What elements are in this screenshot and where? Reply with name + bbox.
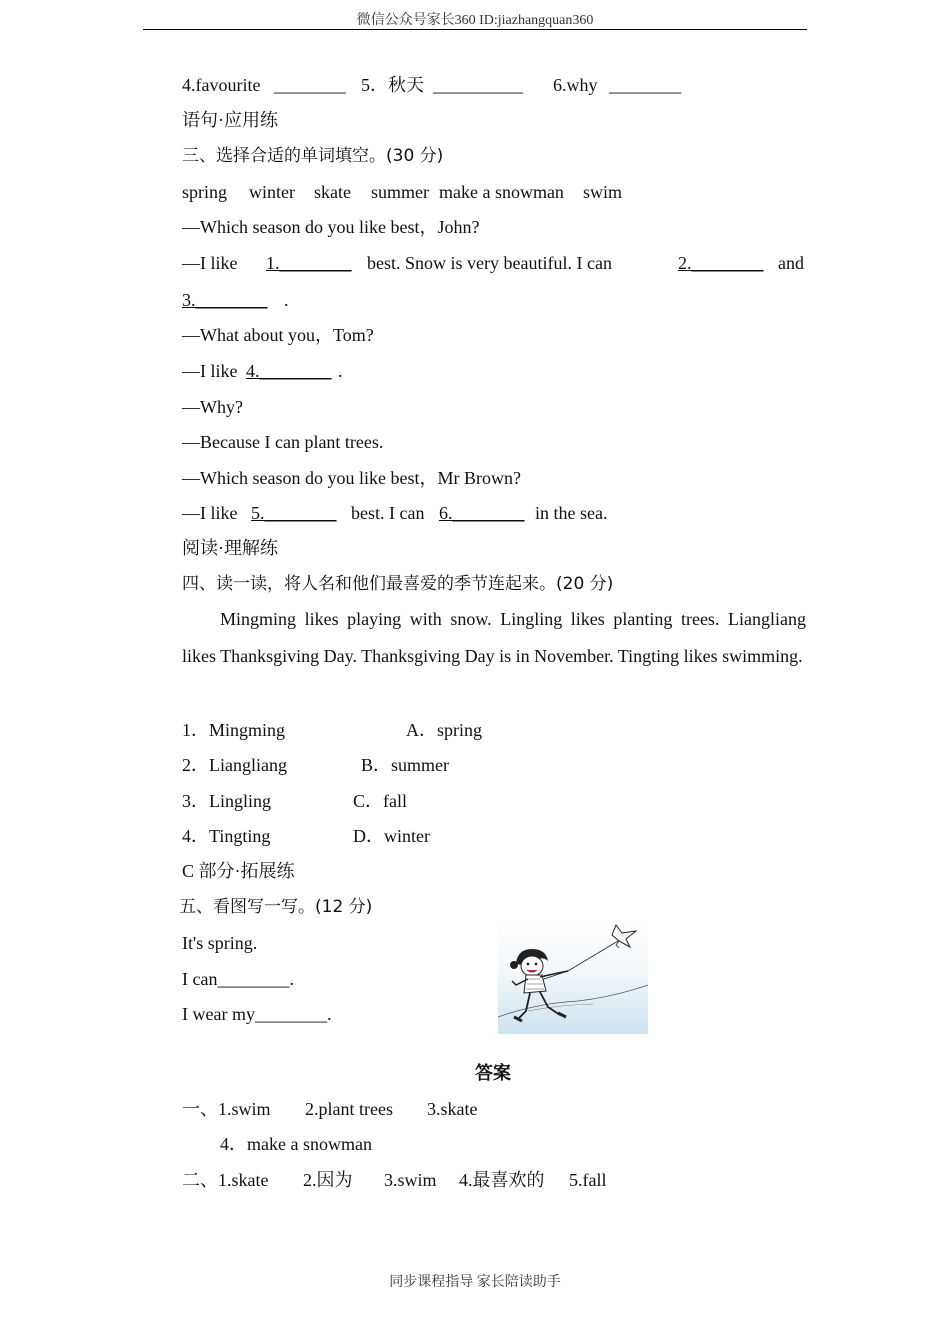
dialogue-text: and <box>778 253 804 273</box>
vocab-item-4: 4.favourite <box>182 75 261 95</box>
blank-2: 2.________ <box>678 253 764 273</box>
dialogue-line: —I like <box>182 503 238 523</box>
match-name: 2．Liangliang <box>182 755 287 775</box>
answers-title: 答案 <box>475 1063 511 1084</box>
word-bank-item: summer <box>370 182 429 202</box>
vocab-blank-6: ________ <box>609 75 681 95</box>
page-header: 微信公众号家长360 ID:jiazhangquan360 <box>356 13 594 28</box>
vocab-blank-4: ________ <box>274 75 346 95</box>
answer-item: 2.plant trees <box>305 1099 393 1119</box>
page-footer: 同步课程指导 家长陪读助手 <box>389 1275 561 1290</box>
word-bank-item: winter <box>249 182 295 202</box>
section-c-heading: C 部分·拓展练 <box>182 861 295 881</box>
kite-girl-illustration <box>498 919 648 1034</box>
vocab-blank-5: __________ <box>433 75 523 95</box>
answer-item: 4．make a snowman <box>220 1134 372 1154</box>
match-name: 1．Mingming <box>182 720 286 740</box>
word-bank-item: swim <box>582 182 622 202</box>
q5-line: It's spring. <box>182 933 258 953</box>
word-bank-item: make a snowman <box>438 182 564 202</box>
q5-line: I can________. <box>182 969 294 989</box>
q4-passage: Mingming likes playing with snow. Lingling likes planting trees. Liangliang likes Thanksgiving Day. Thanksgiving Day is in November. Tingting likes swimming. <box>182 609 806 666</box>
header-rule <box>143 29 807 30</box>
blank-4: 4.________ <box>246 361 332 381</box>
word-bank-item: spring <box>182 182 227 202</box>
dialogue-text: best. I can <box>351 503 425 523</box>
dialogue-line: —What about you，Tom? <box>182 325 374 345</box>
dialogue-line: —Which season do you like best，Mr Brown? <box>182 468 521 488</box>
dialogue-line: —Why? <box>182 397 243 417</box>
match-season: B．summer <box>361 755 449 775</box>
blank-3: 3.________ <box>182 290 268 310</box>
q3-title: 三、选择合适的单词填空。(30 分) <box>182 146 444 166</box>
answer-item: 5.fall <box>569 1170 607 1190</box>
section-reading-heading: 阅读·理解练 <box>182 538 278 558</box>
answer-item: 4.最喜欢的 <box>459 1170 545 1190</box>
blank-6: 6.________ <box>439 503 525 523</box>
match-name: 3．Lingling <box>182 791 271 811</box>
dialogue-line: —Which season do you like best，John? <box>182 217 480 237</box>
word-bank-item: skate <box>313 182 351 202</box>
q4-title: 四、读一读，将人名和他们最喜爱的季节连起来。(20 分) <box>182 574 614 594</box>
answer-item: 3.skate <box>427 1099 478 1119</box>
dialogue-text: best. Snow is very beautiful. I can <box>367 253 612 273</box>
vocab-item-5: 5．秋天 <box>361 75 424 95</box>
dialogue-line: —Because I can plant trees. <box>182 432 384 452</box>
answer-item: 一、1.swim <box>182 1099 271 1119</box>
blank-1: 1.________ <box>266 253 352 273</box>
match-season: D．winter <box>353 826 430 846</box>
dialogue-line: —I like <box>182 361 238 381</box>
answer-item: 3.swim <box>384 1170 437 1190</box>
match-season: A．spring <box>406 720 482 740</box>
q5-title: 五、看图写一写。(12 分) <box>179 897 373 917</box>
answer-item: 二、1.skate <box>182 1170 269 1190</box>
match-season: C．fall <box>353 791 407 811</box>
match-name: 4．Tingting <box>182 826 271 846</box>
dialogue-line: —I like <box>182 253 238 273</box>
dialogue-text: . <box>284 290 289 310</box>
dialogue-text: in the sea. <box>535 503 608 523</box>
dialogue-text: . <box>338 361 343 381</box>
section-sentence-heading: 语句·应用练 <box>182 110 278 130</box>
q5-line: I wear my________. <box>182 1004 332 1024</box>
blank-5: 5.________ <box>251 503 337 523</box>
q3-word-bank <box>182 181 622 203</box>
vocab-item-6: 6.why <box>553 75 598 95</box>
answer-item: 2.因为 <box>303 1170 353 1190</box>
